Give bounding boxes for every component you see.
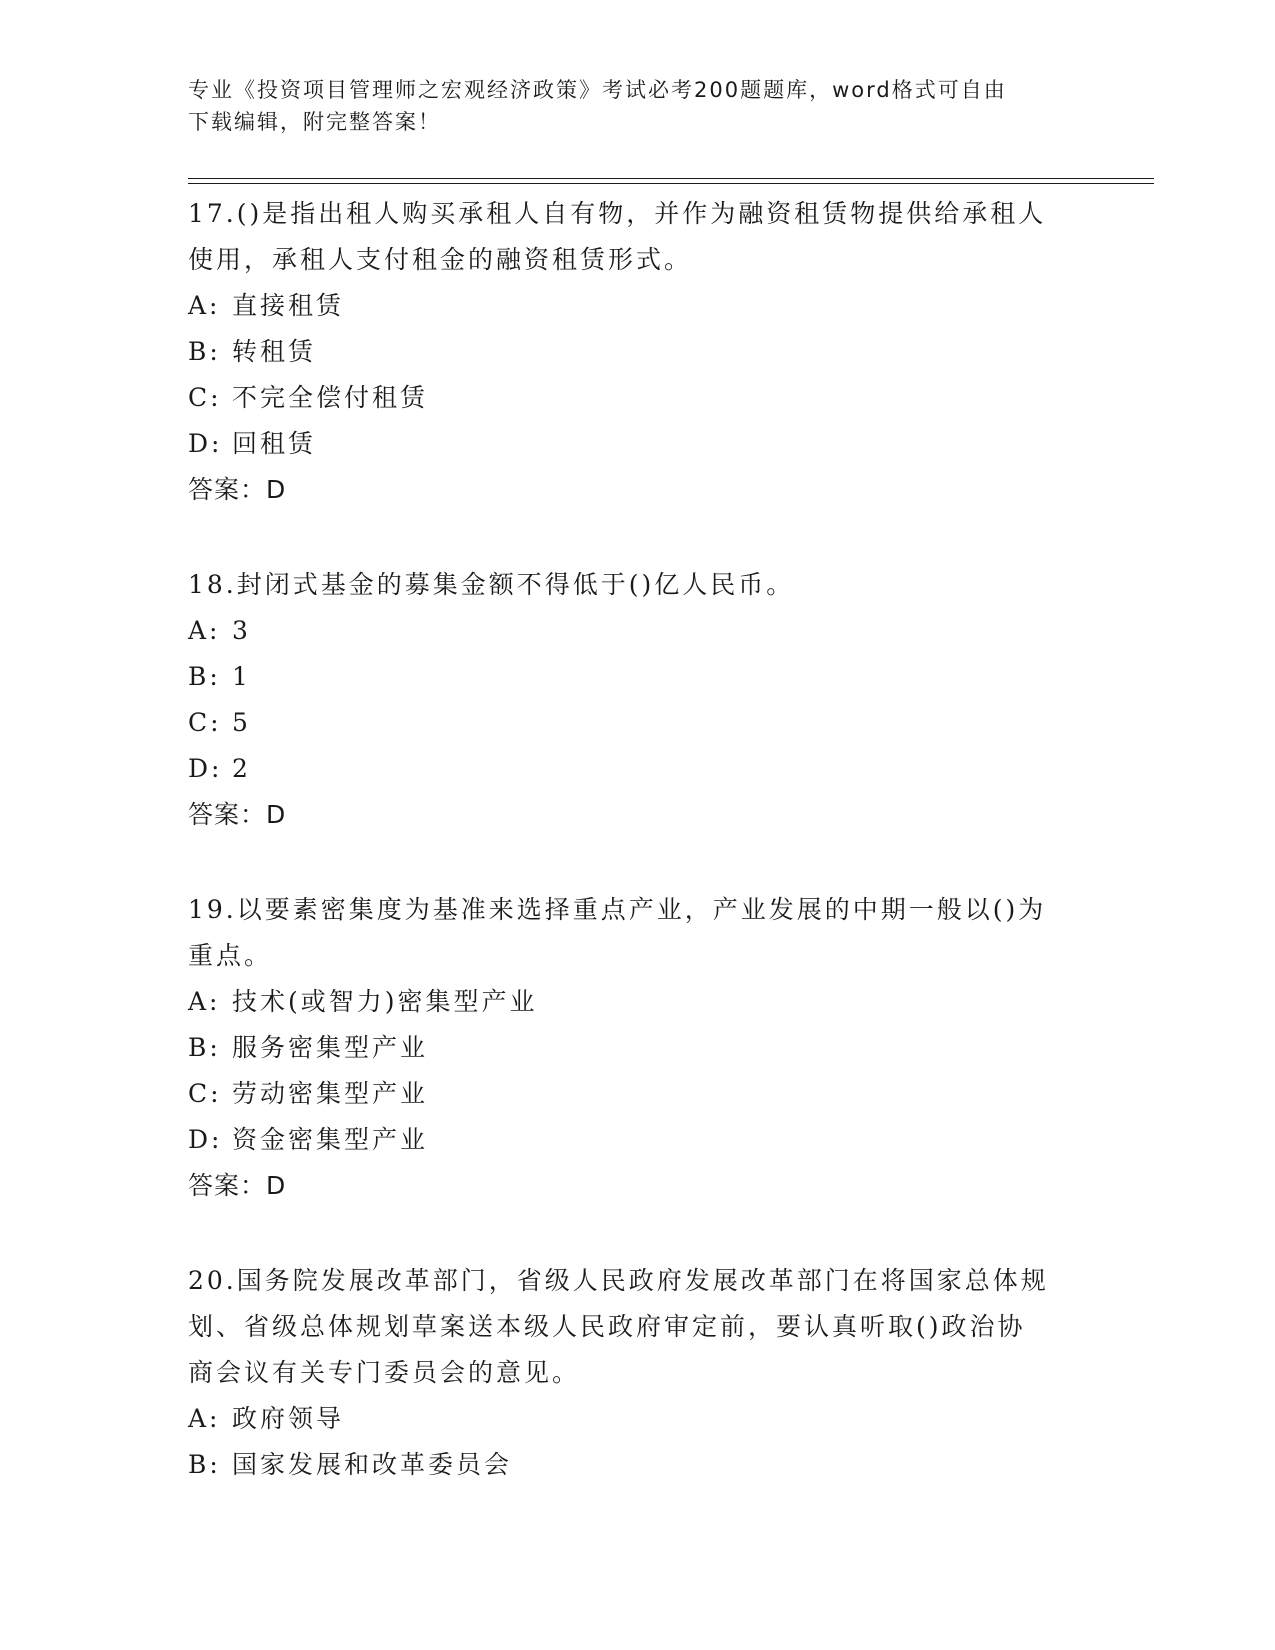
option-text: 直接租赁 — [232, 291, 345, 320]
question-stem-line: 划、省级总体规划草案送本级人民政府审定前，要认真听取()政治协 — [188, 1312, 1026, 1341]
option-letter: C: — [188, 1079, 222, 1108]
question-19 — [188, 887, 1088, 1209]
question-stem-line: 20.国务院发展改革部门，省级人民政府发展改革部门在将国家总体规 — [188, 1266, 1049, 1295]
option-text: 5 — [232, 708, 251, 737]
option-letter: D: — [188, 429, 223, 458]
option-b — [188, 654, 1088, 700]
option-text: 3 — [232, 616, 251, 645]
answer-line: 答案：D — [188, 800, 287, 829]
option-c — [188, 700, 1088, 746]
option-a — [188, 608, 1088, 654]
document-header — [188, 74, 1088, 138]
option-a — [188, 283, 1088, 329]
question-stem-line: 商会议有关专门委员会的意见。 — [188, 1358, 581, 1387]
option-text: 转租赁 — [232, 337, 317, 366]
option-text: 2 — [232, 754, 251, 783]
option-letter: C: — [188, 383, 222, 412]
header-divider-bottom — [188, 183, 1154, 184]
answer-line: 答案：D — [188, 475, 287, 504]
answer-line: 答案：D — [188, 1171, 287, 1200]
header-line-1: 专业《投资项目管理师之宏观经济政策》考试必考200题题库，word格式可自由 — [188, 78, 1007, 102]
option-c — [188, 1071, 1088, 1117]
option-text: 回租赁 — [232, 429, 317, 458]
option-letter: A: — [188, 616, 221, 645]
option-b — [188, 1442, 1088, 1488]
question-stem-line: 19.以要素密集度为基准来选择重点产业，产业发展的中期一般以()为 — [188, 895, 1047, 924]
question-list — [188, 191, 1088, 1537]
header-line-2: 下载编辑，附完整答案！ — [188, 110, 441, 134]
option-b — [188, 1025, 1088, 1071]
option-a — [188, 1396, 1088, 1442]
header-divider-top — [188, 178, 1154, 179]
question-stem-line: 重点。 — [188, 941, 273, 970]
question-stem-line: 18.封闭式基金的募集金额不得低于()亿人民币。 — [188, 570, 795, 599]
option-text: 国家发展和改革委员会 — [232, 1450, 513, 1479]
option-d — [188, 1117, 1088, 1163]
option-letter: A: — [188, 291, 221, 320]
option-text: 劳动密集型产业 — [232, 1079, 429, 1108]
option-c — [188, 375, 1088, 421]
option-d — [188, 746, 1088, 792]
option-letter: B: — [188, 662, 221, 691]
option-text: 不完全偿付租赁 — [232, 383, 429, 412]
option-letter: A: — [188, 1404, 221, 1433]
question-18 — [188, 562, 1088, 838]
question-20 — [188, 1258, 1088, 1488]
option-letter: A: — [188, 987, 221, 1016]
option-letter: B: — [188, 337, 221, 366]
option-text: 资金密集型产业 — [232, 1125, 429, 1154]
option-letter: B: — [188, 1450, 221, 1479]
option-a — [188, 979, 1088, 1025]
option-text: 政府领导 — [232, 1404, 345, 1433]
question-stem-line: 使用，承租人支付租金的融资租赁形式。 — [188, 245, 693, 274]
option-b — [188, 329, 1088, 375]
question-17 — [188, 191, 1088, 513]
option-letter: C: — [188, 708, 222, 737]
option-text: 技术(或智力)密集型产业 — [232, 987, 538, 1016]
option-letter: D: — [188, 1125, 223, 1154]
question-stem-line: 17.()是指出租人购买承租人自有物，并作为融资租赁物提供给承租人 — [188, 199, 1047, 228]
option-letter: B: — [188, 1033, 221, 1062]
option-text: 1 — [232, 662, 251, 691]
option-text: 服务密集型产业 — [232, 1033, 429, 1062]
option-letter: D: — [188, 754, 223, 783]
option-d — [188, 421, 1088, 467]
